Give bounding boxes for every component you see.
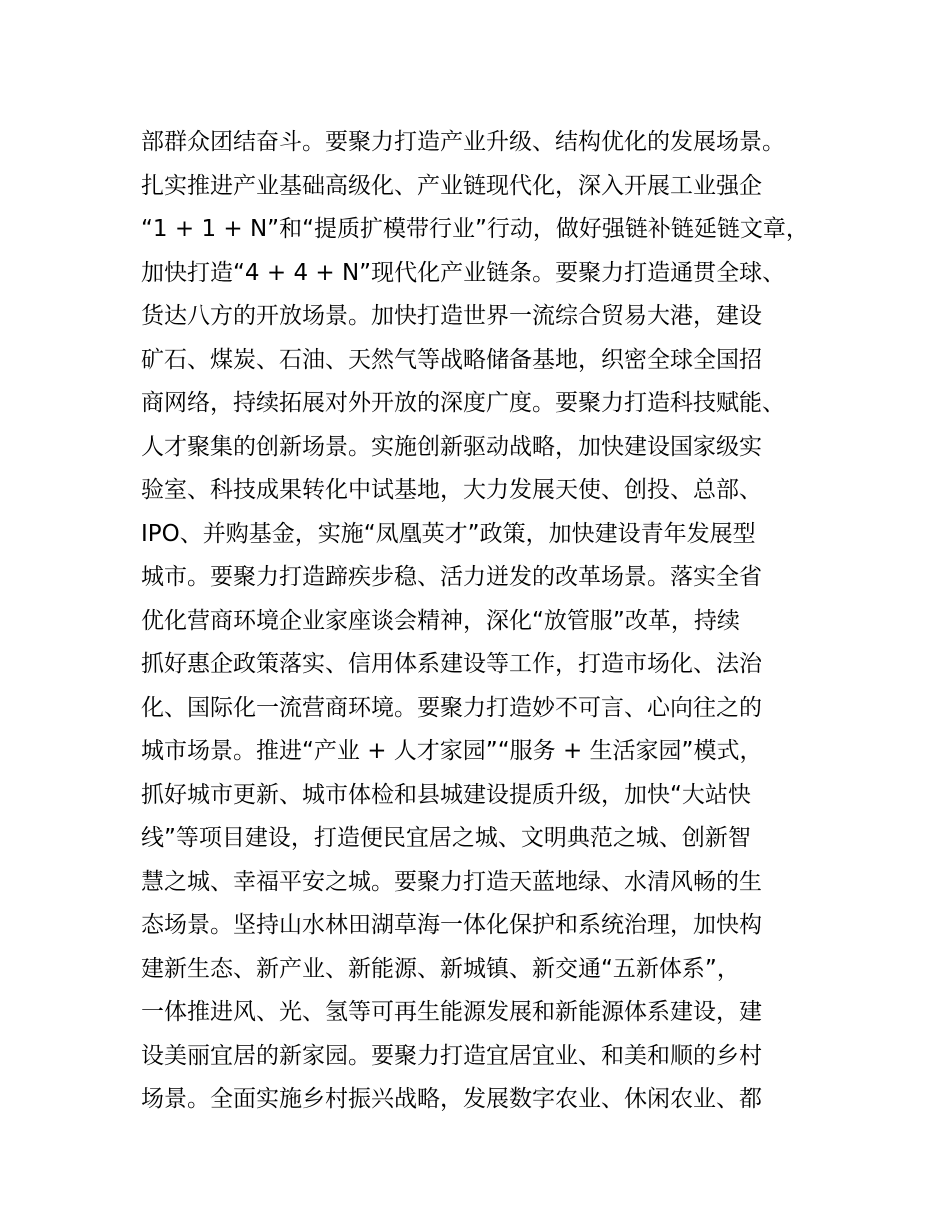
text-line: 态场景。坚持山水林田湖草海一体化保护和系统治理，加快构	[141, 912, 762, 938]
text-line: 验室、科技成果转化中试基地，大力发展天使、创投、总部、	[141, 477, 762, 503]
text-line: 商网络，持续拓展对外开放的深度广度。要聚力打造科技赋能、	[141, 390, 785, 416]
text-line: 货达八方的开放场景。加快打造世界一流综合贸易大港，建设	[141, 303, 762, 329]
text-line: 化、国际化一流营商环境。要聚力打造妙不可言、心向往之的	[141, 694, 762, 721]
text-line: 建新生态、新产业、新能源、新城镇、新交通“五新体系”，	[141, 955, 740, 982]
text-line: “1 + 1 + N”和“提质扩模带行业”行动，做好强链补链延链文章，	[141, 216, 809, 242]
text-line: 抓好惠企政策落实、信用体系建设等工作，打造市场化、法治	[141, 651, 762, 677]
text-line: 扎实推进产业基础高级化、产业链现代化，深入开展工业强企	[141, 172, 762, 199]
text-line: 城市。要聚力打造蹄疾步稳、活力迸发的改革场景。落实全省	[141, 564, 762, 590]
text-line: 线”等项目建设，打造便民宜居之城、文明典范之城、创新智	[141, 825, 751, 851]
text-line: IPO、并购基金，实施“凤凰英才”政策，加快建设青年发展型	[141, 520, 756, 547]
text-line: 矿石、煤炭、石油、天然气等战略储备基地，织密全球全国招	[141, 346, 762, 373]
text-line: 场景。全面实施乡村振兴战略，发展数字农业、休闲农业、都	[141, 1086, 762, 1112]
text-line: 加快打造“4 + 4 + N”现代化产业链条。要聚力打造通贯全球、	[141, 259, 786, 286]
text-line: 优化营商环境企业家座谈会精神，深化“放管服”改革，持续	[141, 607, 740, 634]
text-line: 人才聚集的创新场景。实施创新驱动战略，加快建设国家级实	[141, 433, 762, 460]
text-line: 设美丽宜居的新家园。要聚力打造宜居宜业、和美和顺的乡村	[141, 1042, 762, 1069]
text-line: 抓好城市更新、城市体检和县城建设提质升级，加快“大站快	[141, 781, 751, 808]
text-line: 慧之城、幸福平安之城。要聚力打造天蓝地绿、水清风畅的生	[141, 868, 762, 895]
text-line: 城市场景。推进“产业 + 人才家园”“服务 + 生活家园”模式，	[141, 738, 763, 764]
text-line: 部群众团结奋斗。要聚力打造产业升级、结构优化的发展场景。	[141, 129, 785, 155]
text-line: 一体推进风、光、氢等可再生能源发展和新能源体系建设，建	[141, 999, 762, 1025]
body-paragraph	[141, 121, 841, 1122]
